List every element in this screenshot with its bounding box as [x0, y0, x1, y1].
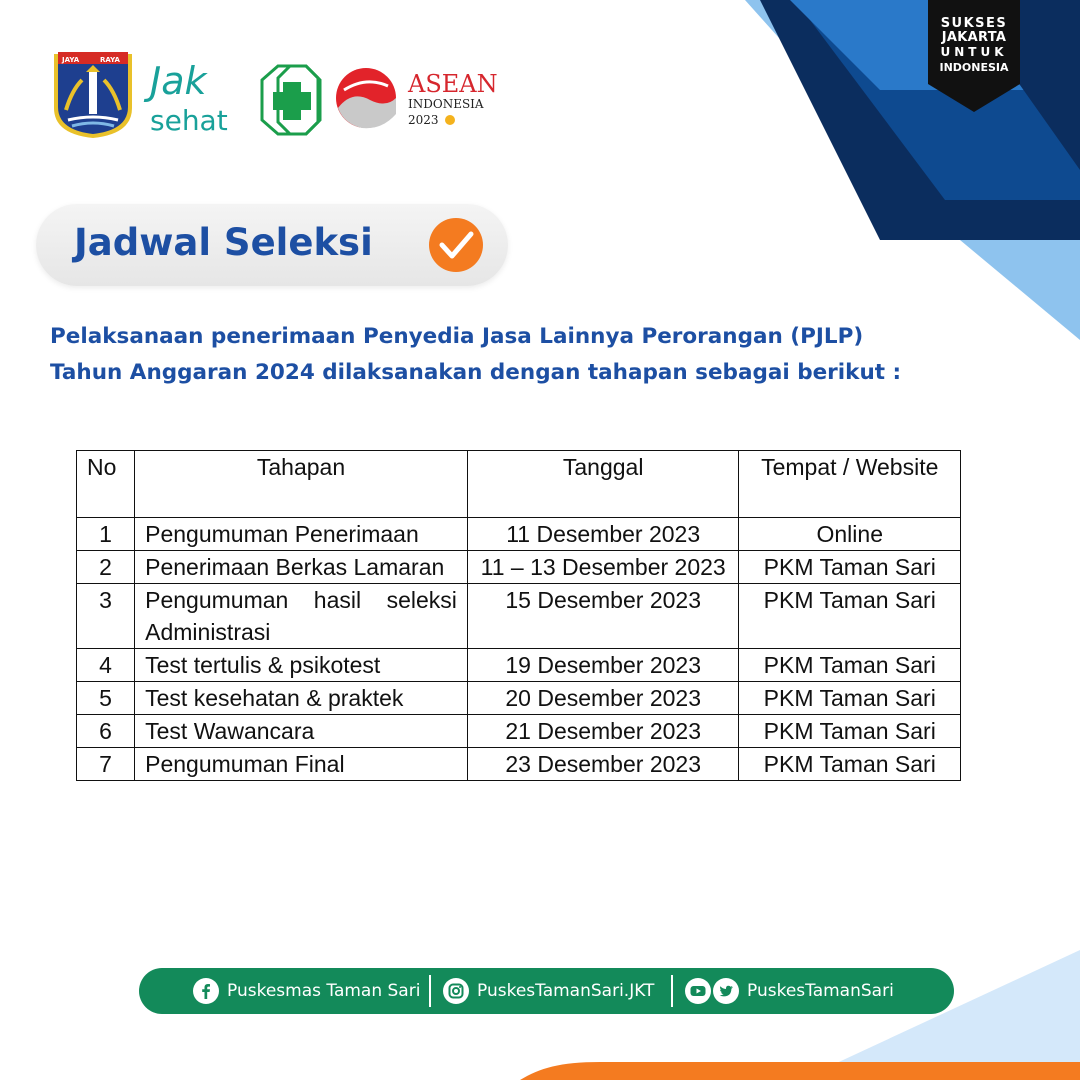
cell-tempat: Online: [739, 518, 961, 551]
badge-line3: UNTUK: [940, 45, 1008, 59]
cell-tahapan: Pengumuman Penerimaan: [135, 518, 468, 551]
twitter-icon: [713, 978, 739, 1004]
schedule-table: [76, 450, 961, 781]
instagram-link[interactable]: [443, 968, 654, 1014]
badge-line1: SUKSES: [940, 16, 1008, 31]
header-no: No: [77, 451, 135, 518]
social-footer: [139, 968, 954, 1014]
table-row: [77, 551, 961, 584]
instagram-icon: [443, 978, 469, 1004]
cell-no: 2: [77, 551, 135, 584]
asean-indonesia-2023-logo: [336, 68, 498, 128]
cell-no: 6: [77, 715, 135, 748]
asean-country: INDONESIA: [408, 97, 484, 111]
checkmark-icon: [428, 217, 484, 273]
cell-tanggal: 11 Desember 2023: [467, 518, 739, 551]
badge-line2: JAKARTA: [941, 30, 1007, 45]
cell-tanggal: 23 Desember 2023: [467, 748, 739, 781]
dki-ribbon-right: RAYA: [100, 56, 120, 64]
cell-tahapan: Test kesehatan & praktek: [135, 682, 468, 715]
partner-logos: [52, 50, 512, 140]
asean-year: 2023: [408, 113, 439, 127]
jaksehat-bottom: sehat: [150, 104, 228, 137]
cell-tahapan: Test tertulis & psikotest: [135, 649, 468, 682]
instagram-label: PuskesTamanSari.JKT: [477, 981, 655, 1001]
cell-no: 1: [77, 518, 135, 551]
table-row: [77, 682, 961, 715]
cell-no: 7: [77, 748, 135, 781]
intro-line-1: Pelaksanaan penerimaan Penyedia Jasa Lainnya Perorangan (PJLP): [50, 324, 864, 349]
cell-tempat: PKM Taman Sari: [739, 748, 961, 781]
table-row: [77, 715, 961, 748]
facebook-icon: [193, 978, 219, 1004]
cell-tempat: PKM Taman Sari: [739, 649, 961, 682]
asean-title: ASEAN: [408, 70, 498, 98]
cell-tahapan: Pengumuman hasil seleksi Administrasi: [135, 584, 468, 649]
footer-divider: [671, 975, 673, 1007]
cell-tahapan: Penerimaan Berkas Lamaran: [135, 551, 468, 584]
table-row: [77, 518, 961, 551]
table-row: [77, 649, 961, 682]
youtube-twitter-link[interactable]: [685, 968, 894, 1014]
cell-tanggal: 19 Desember 2023: [467, 649, 739, 682]
youtube-icon: [685, 978, 711, 1004]
jaksehat-top: Jak: [150, 59, 207, 103]
intro-paragraph: [50, 319, 1010, 391]
cell-tanggal: 11 – 13 Desember 2023: [467, 551, 739, 584]
cell-tempat: PKM Taman Sari: [739, 551, 961, 584]
header-tanggal: Tanggal: [467, 451, 739, 518]
jaksehat-logo: [143, 59, 228, 137]
cell-tempat: PKM Taman Sari: [739, 715, 961, 748]
cell-no: 5: [77, 682, 135, 715]
dki-ribbon-left: JAYA: [62, 56, 80, 64]
intro-line-2: Tahun Anggaran 2024 dilaksanakan dengan tahapan sebagai berikut :: [50, 360, 902, 385]
cell-no: 4: [77, 649, 135, 682]
facebook-label: Puskesmas Taman Sari: [227, 981, 421, 1001]
page-title: Jadwal Seleksi: [74, 221, 373, 264]
cell-tempat: PKM Taman Sari: [739, 584, 961, 649]
facebook-link[interactable]: [193, 968, 420, 1014]
header-tempat: Tempat / Website: [739, 451, 961, 518]
sukses-jakarta-badge: [928, 0, 1020, 112]
youtube-twitter-label: PuskesTamanSari: [747, 981, 894, 1001]
header-tahapan: Tahapan: [135, 451, 468, 518]
cell-tahapan: Test Wawancara: [135, 715, 468, 748]
heading-pill: [36, 204, 508, 286]
cell-tanggal: 20 Desember 2023: [467, 682, 739, 715]
footer-divider: [429, 975, 431, 1007]
badge-line4: INDONESIA: [939, 61, 1009, 74]
table-row: [77, 748, 961, 781]
table-row: [77, 584, 961, 649]
table-header-row: [77, 451, 961, 518]
cell-no: 3: [77, 584, 135, 649]
health-cross-logo: [262, 66, 320, 134]
dki-jakarta-emblem: [54, 52, 132, 138]
cell-tempat: PKM Taman Sari: [739, 682, 961, 715]
cell-tanggal: 15 Desember 2023: [467, 584, 739, 649]
cell-tanggal: 21 Desember 2023: [467, 715, 739, 748]
cell-tahapan: Pengumuman Final: [135, 748, 468, 781]
